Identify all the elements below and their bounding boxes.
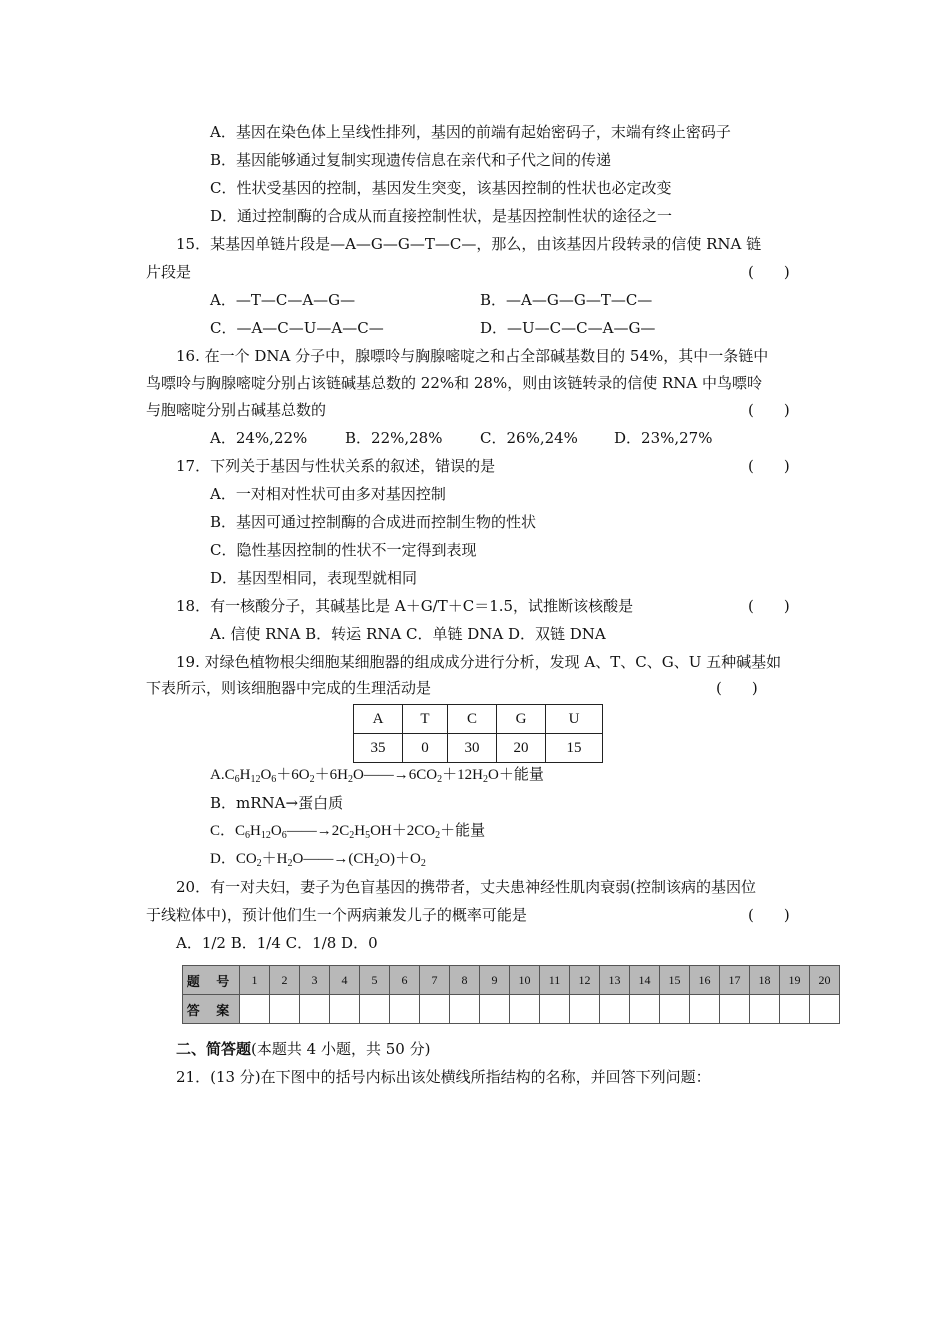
answer-cell[interactable] [720, 995, 750, 1024]
answer-grid-number: 12 [570, 966, 600, 995]
q21-stem: 21．(13 分)在下图中的括号内标出该处横线所指结构的名称，并回答下列问题： [176, 1068, 711, 1086]
q20-stem: 20．有一对夫妇，妻子为色盲基因的携带者，丈夫患神经性肌肉衰弱(控制该病的基因位 [176, 878, 756, 896]
q17-stem: 17．下列关于基因与性状关系的叙述，错误的是 [176, 457, 496, 475]
q14-option-a: A．基因在染色体上呈线性排列，基因的前端有起始密码子，末端有终止密码子 [210, 123, 731, 141]
answer-grid [182, 965, 840, 1024]
answer-grid-number: 15 [660, 966, 690, 995]
answer-cell[interactable] [300, 995, 330, 1024]
answer-grid-answer-label: 答 案 [183, 995, 240, 1024]
section-2-heading: 二、简答题 [176, 1040, 252, 1058]
q15-answer-paren: ( ) [748, 263, 790, 281]
table-header-cell: A [354, 705, 403, 734]
table-value-cell: 30 [448, 734, 497, 763]
answer-grid-number: 14 [630, 966, 660, 995]
q14-option-c: C．性状受基因的控制，基因发生突变，该基因控制的性状也必定改变 [210, 179, 672, 197]
answer-cell[interactable] [750, 995, 780, 1024]
q19-stem-cont: 下表所示，则该细胞器中完成的生理活动是 [146, 679, 432, 697]
answer-grid-number: 18 [750, 966, 780, 995]
q16-stem: 16. 在一个 DNA 分子中，腺嘌呤与胸腺嘧啶之和占全部碱基数目的 54%，其中一条链中 [176, 347, 769, 365]
answer-cell[interactable] [600, 995, 630, 1024]
q18-options: A. 信使 RNA B．转运 RNA C．单链 DNA D．双链 DNA [210, 625, 606, 643]
section-2-heading-line [176, 1039, 430, 1059]
answer-grid-number: 7 [420, 966, 450, 995]
answer-cell[interactable] [450, 995, 480, 1024]
q17-answer-paren: ( ) [748, 457, 790, 475]
q15-option-c: C．—A—C—U—A—C— [210, 319, 384, 337]
answer-cell[interactable] [240, 995, 270, 1024]
answer-grid-number: 10 [510, 966, 540, 995]
q15-option-b: B．—A—G—G—T—C— [480, 291, 653, 309]
answer-grid-number-label: 题 号 [183, 966, 240, 995]
answer-cell[interactable] [780, 995, 810, 1024]
answer-grid-number: 3 [300, 966, 330, 995]
q17-option-b: B．基因可通过控制酶的合成进而控制生物的性状 [210, 513, 537, 531]
q15-option-a: A．—T—C—A—G— [210, 291, 356, 309]
answer-cell[interactable] [690, 995, 720, 1024]
q19-answer-paren: ( ) [716, 679, 758, 697]
answer-grid-number: 5 [360, 966, 390, 995]
q14-option-d: D．通过控制酶的合成从而直接控制性状，是基因控制性状的途径之一 [210, 207, 673, 225]
q20-answer-paren: ( ) [748, 906, 790, 924]
table-header-cell: T [403, 705, 448, 734]
table-header-cell: G [497, 705, 546, 734]
answer-cell[interactable] [270, 995, 300, 1024]
q16-stem-cont2: 与胞嘧啶分别占碱基总数的 [146, 401, 327, 419]
q16-stem-cont1: 鸟嘌呤与胸腺嘧啶分别占该链碱基总数的 22%和 28%，则由该链转录的信使 RNA 中鸟嘌呤 [146, 374, 763, 392]
answer-grid-number: 8 [450, 966, 480, 995]
answer-cell[interactable] [540, 995, 570, 1024]
q18-stem: 18．有一核酸分子，其碱基比是 A＋G/T＋C＝1.5，试推断该核酸是 [176, 597, 634, 615]
answer-cell[interactable] [810, 995, 840, 1024]
q17-option-d: D．基因型相同，表现型就相同 [210, 569, 418, 587]
table-value-cell: 15 [546, 734, 603, 763]
section-2-note: (本题共 4 小题，共 50 分) [251, 1040, 431, 1058]
q16-option-d: D．23%,27% [614, 429, 713, 447]
q16-option-c: C．26%,24% [480, 429, 578, 447]
answer-grid-number: 13 [600, 966, 630, 995]
q16-option-a: A．24%,22% [210, 429, 308, 447]
answer-grid-number: 9 [480, 966, 510, 995]
answer-grid-number: 2 [270, 966, 300, 995]
q20-options: A．1/2 B．1/4 C．1/8 D．0 [176, 934, 378, 952]
answer-grid-number: 4 [330, 966, 360, 995]
q15-option-d: D．—U—C—C—A—G— [480, 319, 656, 337]
base-composition-table [353, 704, 603, 763]
q14-option-b: B．基因能够通过复制实现遗传信息在亲代和子代之间的传递 [210, 151, 612, 169]
q20-stem-cont: 于线粒体中)，预计他们生一个两病兼发儿子的概率可能是 [146, 906, 527, 924]
answer-cell[interactable] [360, 995, 390, 1024]
answer-cell[interactable] [480, 995, 510, 1024]
table-value-cell: 20 [497, 734, 546, 763]
answer-cell[interactable] [510, 995, 540, 1024]
q16-option-b: B．22%,28% [345, 429, 443, 447]
answer-grid-number: 19 [780, 966, 810, 995]
q19-option-b: B．mRNA→蛋白质 [210, 794, 344, 812]
q18-answer-paren: ( ) [748, 597, 790, 615]
q15-stem-cont: 片段是 [146, 263, 192, 281]
answer-cell[interactable] [660, 995, 690, 1024]
q19-stem: 19. 对绿色植物根尖细胞某细胞器的组成成分进行分析，发现 A、T、C、G、U 五种碱基如 [176, 653, 782, 671]
answer-grid-number: 6 [390, 966, 420, 995]
q19-option-c: C．$C_6H_{12}O_6——\to 2C_2H_5OH+2CO_2+$能量 [210, 823, 486, 841]
table-value-cell: 0 [403, 734, 448, 763]
q15-stem: 15．某基因单链片段是—A—G—G—T—C—，那么，由该基因片段转录的信使 RNA 链 [176, 235, 762, 253]
table-value-cell: 35 [354, 734, 403, 763]
answer-grid-number: 11 [540, 966, 570, 995]
table-header-cell: C [448, 705, 497, 734]
answer-cell[interactable] [330, 995, 360, 1024]
answer-grid-number: 20 [810, 966, 840, 995]
answer-grid-number: 17 [720, 966, 750, 995]
answer-cell[interactable] [630, 995, 660, 1024]
answer-grid-number: 1 [240, 966, 270, 995]
answer-cell[interactable] [570, 995, 600, 1024]
q17-option-a: A．一对相对性状可由多对基因控制 [210, 485, 446, 503]
q16-answer-paren: ( ) [748, 401, 790, 419]
table-header-cell: U [546, 705, 603, 734]
answer-cell[interactable] [390, 995, 420, 1024]
q17-option-c: C．隐性基因控制的性状不一定得到表现 [210, 541, 477, 559]
answer-cell[interactable] [420, 995, 450, 1024]
q19-option-d: D．$CO_2+H_2O——\to(CH_2O)+O_2$ [210, 851, 426, 869]
q19-option-a: $A.C_6H_{12}O_6+6O_2+6H_2O——\to 6CO_2+12H_2O+$能量 [210, 767, 544, 785]
answer-grid-number: 16 [690, 966, 720, 995]
